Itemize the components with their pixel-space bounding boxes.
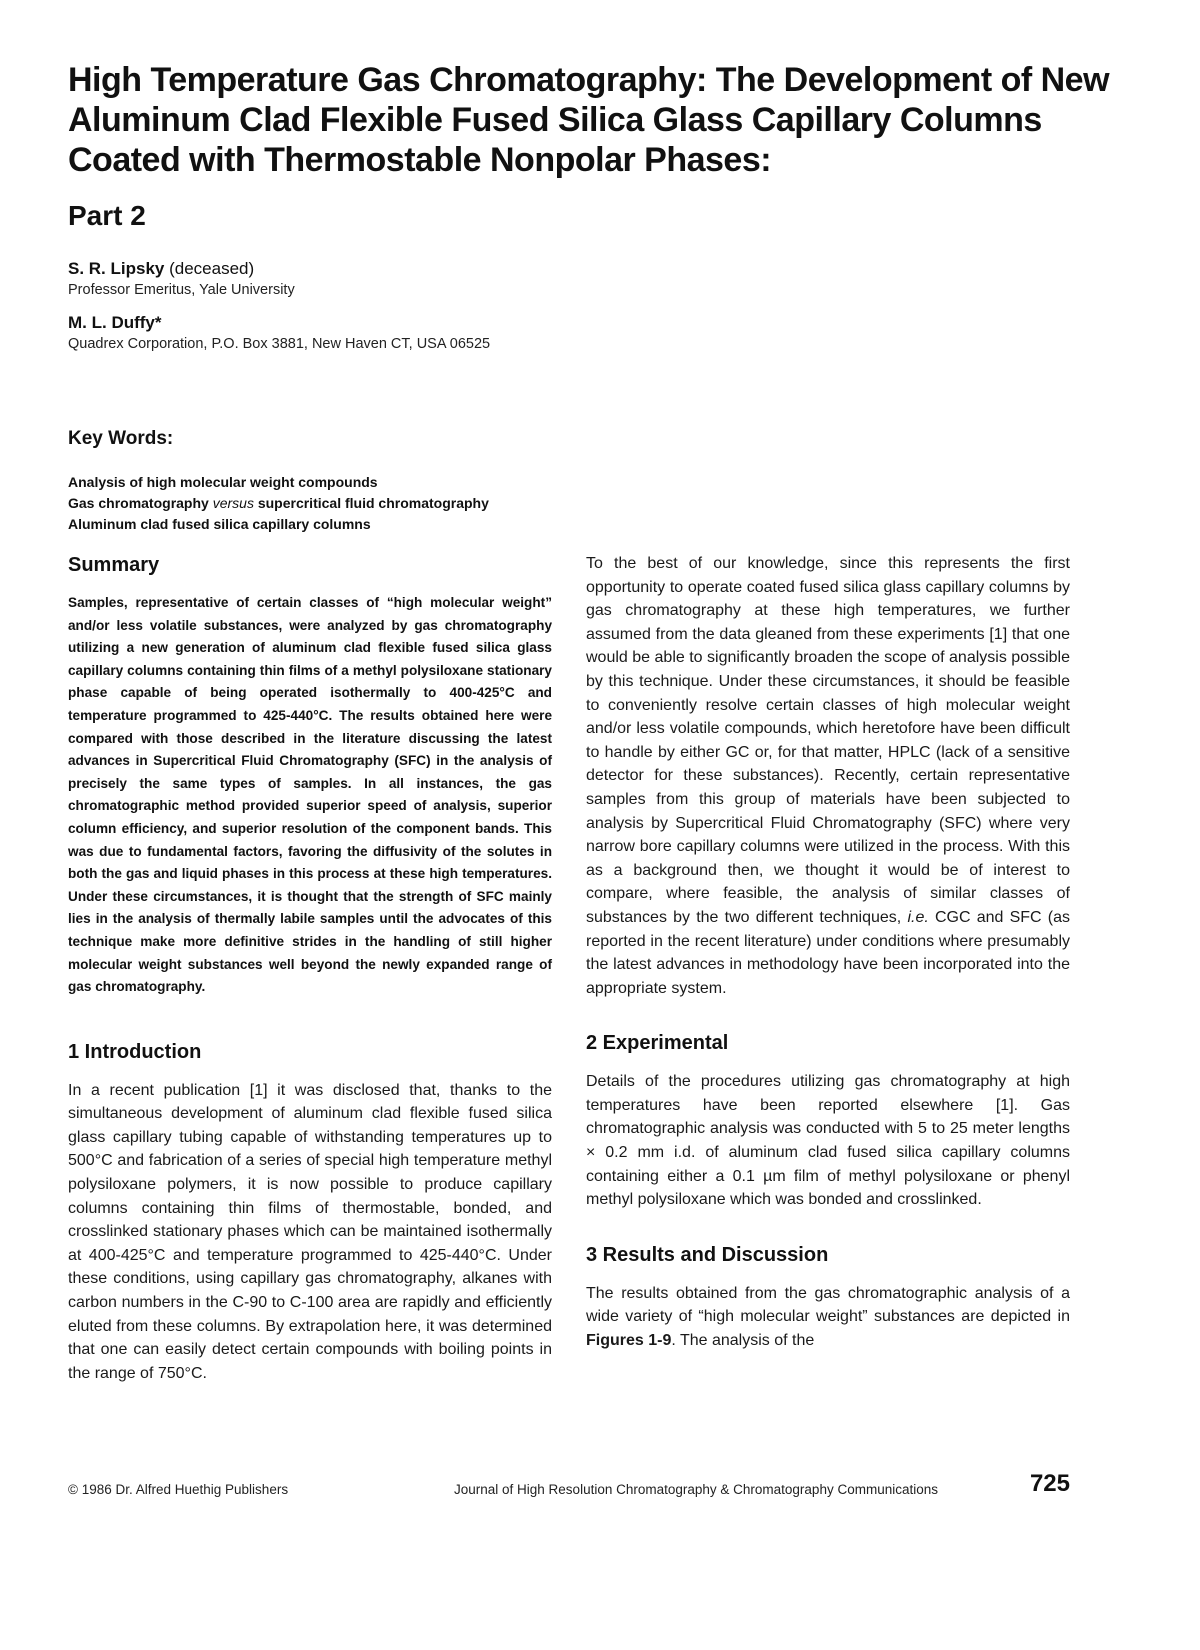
summary-heading: Summary bbox=[68, 554, 160, 576]
continuation-part: CGC and SFC (as reported in the recent literature) under conditions where presumably the latest advances in methodology have been incorporated into the appropriate system. bbox=[586, 908, 1070, 997]
author-2-name: M. L. Duffy* bbox=[68, 313, 162, 332]
author-1-affiliation: Professor Emeritus, Yale University bbox=[68, 282, 295, 298]
keywords-list bbox=[68, 472, 489, 535]
keywords-heading: Key Words: bbox=[68, 428, 174, 449]
continuation-part: To the best of our knowledge, since this represents the first opportunity to operate coated fused silica glass capillary columns by gas chromatography at these high temperatures, we further assumed from the data gleaned from these experiments [1] that one would be able to significantly broaden the scope of analysis possible by this technique. Under these circumstances, it should be feasible to conveniently resolve certain classes of high molecular weight and/or less volatile compounds, which heretofore have been difficult to handle by either GC or, for that matter, HPLC (lack of a sensitive detector for these substances). Recently, certain representative samples from this group of materials have been subjected to analysis by Supercritical Fluid Chromatography (SFC) where very narrow bore capillary columns were utilized in the process. With this as a background then, we thought it would be of interest to compare, where feasible, the analysis of similar classes of substances by the two different techniques, bbox=[586, 555, 1070, 926]
author-block bbox=[68, 258, 490, 366]
keyword-text: Gas chromatography bbox=[68, 495, 213, 511]
keyword-item bbox=[68, 493, 489, 514]
right-column bbox=[586, 552, 1070, 1353]
author-1 bbox=[68, 258, 490, 280]
results-text bbox=[586, 1282, 1070, 1353]
experimental-text: Details of the procedures utilizing gas chromatography at high temperatures have been reported elsewhere [1]. Gas chromatographic analysis was conducted with 5 to 25 meter lengths × 0.2 mm i.d. of aluminum clad fused silica capillary columns containing either a 0.1 µm film of methyl polysiloxane or phenyl methyl polysiloxane which was bonded and crosslinked. bbox=[586, 1073, 1070, 1209]
footer-journal: Journal of High Resolution Chromatography & Chromatography Communications bbox=[454, 1482, 938, 1497]
author-1-name: S. R. Lipsky bbox=[68, 259, 165, 278]
article-part: Part 2 bbox=[68, 200, 146, 231]
keyword-text: supercritical fluid chromatography bbox=[253, 495, 489, 511]
page-number: 725 bbox=[1029, 1470, 1070, 1497]
article-title: High Temperature Gas Chromatography: The Development of New Aluminum Clad Flexible Fused Silica Glass Capillary Columns Coated with Thermostable Nonpolar Phases: bbox=[68, 61, 1110, 179]
left-column bbox=[68, 552, 552, 1385]
keyword-italic: versus bbox=[212, 495, 254, 511]
results-heading: 3 Results and Discussion bbox=[586, 1243, 829, 1266]
keyword-item: Aluminum clad fused silica capillary columns bbox=[68, 516, 371, 532]
experimental-heading: 2 Experimental bbox=[586, 1032, 729, 1055]
author-2 bbox=[68, 312, 490, 334]
continuation-italic: i.e. bbox=[907, 908, 929, 926]
author-2-affiliation: Quadrex Corporation, P.O. Box 3881, New Haven CT, USA 06525 bbox=[68, 336, 491, 352]
results-part: . The analysis of the bbox=[671, 1332, 815, 1350]
continuation-text bbox=[586, 552, 1070, 1000]
introduction-text: In a recent publication [1] it was disclosed that, thanks to the simultaneous development of aluminum clad flexible fused silica glass capillary tubing capable of withstanding temperatures up to 500°C and fabrication of a series of special high temperature methyl polysiloxane polymers, it is now possible to produce capillary columns containing thin films of thermostable, bonded, and crosslinked stationary phases which can be maintained isothermally at 400-425°C and temperature programmed to 425-440°C. Under these conditions, using capillary gas chromatography, alkanes with carbon numbers in the C-90 to C-100 area are rapidly and efficiently eluted from these columns. By extrapolation here, it was determined that one can easily detect certain compounds with boiling points in the range of 750°C. bbox=[68, 1081, 552, 1382]
footer-copyright: © 1986 Dr. Alfred Huethig Publishers bbox=[68, 1482, 289, 1497]
author-1-note: (deceased) bbox=[164, 259, 255, 278]
page-footer bbox=[68, 1470, 1070, 1506]
results-part: The results obtained from the gas chromatographic analysis of a wide variety of “high molecular weight” substances are depicted in bbox=[586, 1284, 1070, 1326]
summary-text: Samples, representative of certain classes of “high molecular weight” and/or less volatile substances, were analyzed by gas chromatography utilizing a new generation of aluminum clad flexible fused silica glass capillary columns containing thin films of a methyl polysiloxane stationary phase capable of being operated isothermally to 400-425°C and temperature programmed to 425-440°C. The results obtained here were compared with those described in the literature discussing the latest advances in Supercritical Fluid Chromatography (SFC) in the analysis of precisely the same types of samples. In all instances, the gas chromatographic method provided superior speed of analysis, superior column efficiency, and superior resolution of the component bands. This was due to fundamental factors, favoring the diffusivity of the solutes in both the gas and liquid phases in this process at these high temperatures. Under these circumstances, it is thought that the strength of SFC mainly lies in the analysis of thermally labile samples until the advocates of this technique make more definitive strides in the handling of still higher molecular weight substances well beyond the newly expanded range of gas chromatography. bbox=[68, 595, 552, 995]
results-figure-ref: Figures 1-9 bbox=[586, 1332, 672, 1350]
introduction-heading: 1 Introduction bbox=[68, 1040, 202, 1063]
keyword-item: Analysis of high molecular weight compounds bbox=[68, 474, 378, 490]
